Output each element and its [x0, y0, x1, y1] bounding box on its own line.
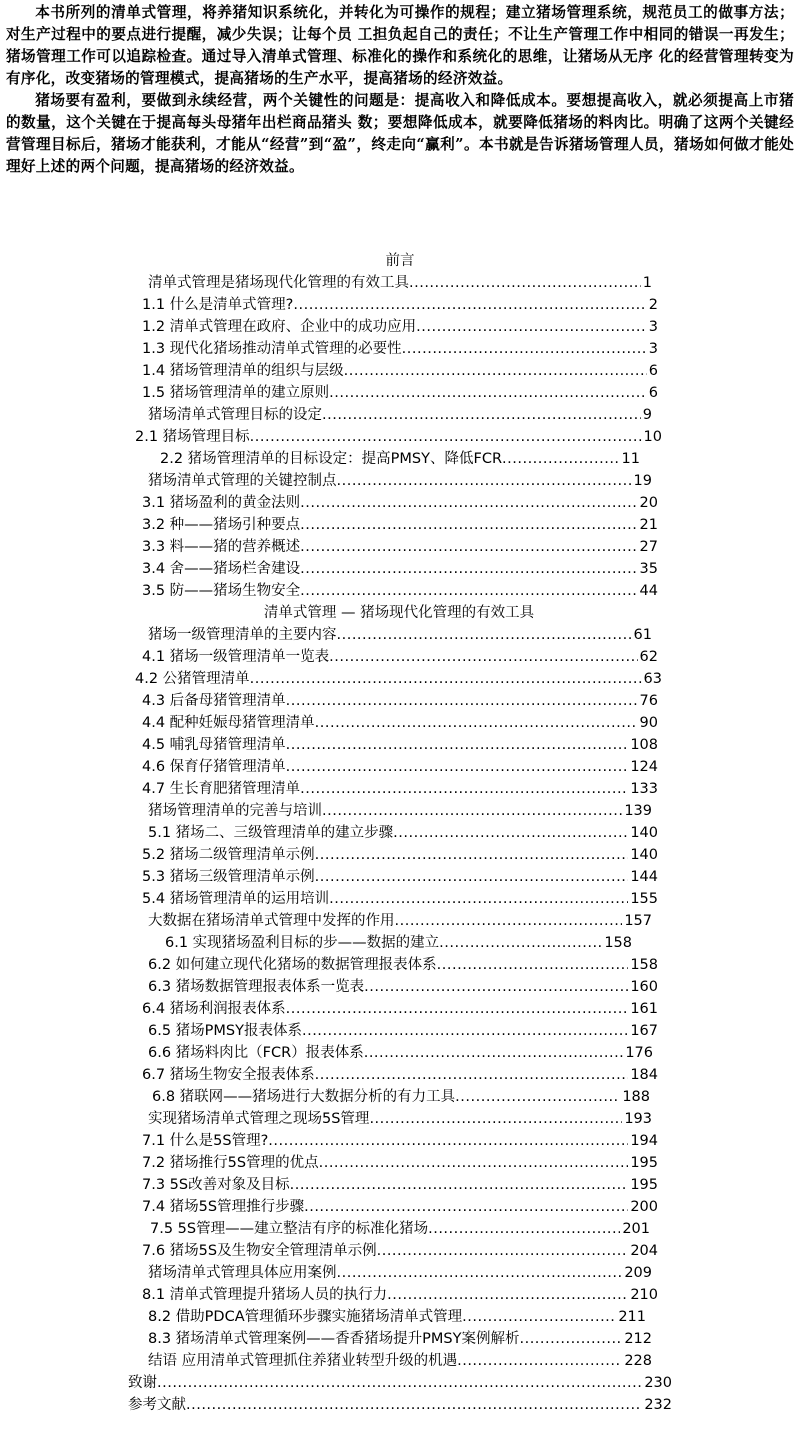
toc-leader-dots [377, 1240, 629, 1262]
toc-leader-dots [337, 470, 632, 492]
toc-leader-dots [416, 316, 647, 338]
toc-entry-title: 7.3 5S改善对象及目标 [142, 1177, 290, 1193]
toc-entry [128, 1394, 672, 1416]
toc-entry-page: 210 [630, 1287, 658, 1303]
toc-entry-page: 194 [630, 1133, 658, 1149]
toc-leader-dots [293, 294, 646, 316]
toc-entry-page: 200 [630, 1199, 658, 1215]
toc-entry [148, 404, 652, 426]
toc-entry-title: 5.3 猪场三级管理清单示例 [142, 869, 315, 885]
toc-entry-title: 致谢 [128, 1375, 157, 1391]
toc-leader-dots [437, 954, 629, 976]
toc-leader-dots [268, 1130, 628, 1152]
toc-entry [148, 1262, 652, 1284]
toc-entry-page: 155 [630, 891, 658, 907]
toc-entry-page: 62 [639, 649, 658, 665]
toc-entry-page: 35 [639, 561, 658, 577]
toc-entry-title: 4.5 哺乳母猪管理清单 [142, 737, 286, 753]
toc-leader-dots [322, 404, 641, 426]
toc-entry-title: 3.5 防——猪场生物安全 [142, 583, 301, 599]
toc-leader-dots [519, 1328, 622, 1350]
toc-leader-dots [300, 514, 637, 536]
toc-leader-dots [302, 1020, 628, 1042]
toc-entry-page: 11 [621, 451, 640, 467]
toc-entry-page: 6 [648, 385, 658, 401]
toc-leader-dots [315, 1064, 629, 1086]
toc-leader-dots [329, 382, 647, 404]
toc-leader-dots [157, 1372, 642, 1394]
toc-leader-dots [300, 580, 637, 602]
toc-leader-dots [300, 536, 637, 558]
toc-entry [148, 1306, 646, 1328]
toc-leader-dots [337, 1262, 623, 1284]
toc-entry [148, 1328, 652, 1350]
toc-entry-title: 6.4 猪场利润报表体系 [142, 1001, 286, 1017]
toc-entry [142, 338, 658, 360]
toc-entry-title: 6.2 如何建立现代化猪场的数据管理报表体系 [148, 957, 437, 973]
toc-leader-dots [300, 558, 637, 580]
toc-leader-dots [304, 1196, 628, 1218]
toc-entry-title: 猪场一级管理清单的主要内容 [148, 627, 337, 643]
toc-entry [142, 514, 658, 536]
toc-entry [142, 382, 658, 404]
toc-entry [142, 1130, 658, 1152]
toc-entry [142, 888, 658, 910]
intro-text [6, 2, 794, 178]
toc-leader-dots [315, 844, 629, 866]
toc-entry-page: 139 [624, 803, 652, 819]
toc-entry-page: 211 [618, 1309, 646, 1325]
toc-entry-title: 8.3 猪场清单式管理案例——香香猪场提升PMSY案例解析 [148, 1331, 520, 1347]
toc-entry-title: 2.1 猪场管理目标 [135, 429, 250, 445]
toc-entry-title: 6.8 猪联网——猪场进行大数据分析的有力工具 [152, 1089, 456, 1105]
toc-entry [148, 1020, 658, 1042]
toc-entry-title: 猪场管理清单的完善与培训 [148, 803, 322, 819]
toc-entry-page: 188 [622, 1089, 650, 1105]
toc-leader-dots [428, 1218, 620, 1240]
toc-entry-page: 184 [630, 1067, 658, 1083]
toc-entry-page: 2 [648, 297, 658, 313]
toc-entry-title: 7.1 什么是5S管理? [142, 1133, 269, 1149]
toc-leader-dots [395, 910, 623, 932]
toc-entry [148, 1042, 653, 1064]
toc-entry-page: 160 [630, 979, 658, 995]
toc-entry-page: 44 [639, 583, 658, 599]
toc-entry-page: 176 [625, 1045, 653, 1061]
toc-entry [0, 602, 800, 624]
toc-entry [142, 1064, 658, 1086]
toc-entry [142, 844, 658, 866]
toc-entry-page: 61 [633, 627, 652, 643]
toc-entry-title: 7.6 猪场5S及生物安全管理清单示例 [142, 1243, 377, 1259]
toc-leader-dots [329, 646, 637, 668]
toc-entry-title: 1.1 什么是清单式管理? [142, 297, 294, 313]
toc-leader-dots [462, 1306, 616, 1328]
toc-entry-title: 6.5 猪场PMSY报表体系 [148, 1023, 302, 1039]
toc-entry-title: 猪场清单式管理具体应用案例 [148, 1265, 337, 1281]
toc-entry [165, 932, 632, 954]
toc-entry-title: 2.2 猪场管理清单的目标设定：提高PMSY、降低FCR [160, 451, 503, 467]
intro-paragraph-1: 本书所列的清单式管理，将养猪知识系统化，并转化为可操作的规程；建立猪场管理系统，规范员工的做事方法；对生产过程中的要点进行提醒，减少失误；让每个员 工担负起自己的责任；不让生产管理工作中相同的错误一再发生；猪场管理工作可以追踪检查。通过导入清单式管理、标准化的操作和系统化的思维，让猪场从无序 化的经营管理转变为有序化，改变猪场的管理模式，提高猪场的生产水平，提高猪场的经济效益。 [6, 4, 794, 87]
toc-entry-title: 4.3 后备母猪管理清单 [142, 693, 286, 709]
toc-entry [148, 1108, 652, 1130]
toc-entry [142, 756, 658, 778]
toc-leader-dots [439, 932, 602, 954]
toc-leader-dots [502, 448, 620, 470]
toc-leader-dots [290, 1174, 629, 1196]
toc-leader-dots [250, 668, 642, 690]
toc-entry-title: 4.7 生长育肥猪管理清单 [142, 781, 301, 797]
toc-entry [148, 910, 652, 932]
toc-leader-dots [409, 272, 641, 294]
toc-entry-page: 158 [604, 935, 632, 951]
toc-entry-title: 5.1 猪场二、三级管理清单的建立步骤 [148, 825, 394, 841]
toc-entry-title: 清单式管理 — 猪场现代化管理的有效工具 [263, 605, 535, 621]
toc-entry-page: 90 [639, 715, 658, 731]
toc-entry [160, 448, 640, 470]
toc-entry [148, 272, 652, 294]
toc-entry-page: 63 [643, 671, 662, 687]
toc-entry-title: 6.6 猪场料肉比（FCR）报表体系 [148, 1045, 364, 1061]
toc-entry-title: 结语 应用清单式管理抓住养猪业转型升级的机遇 [148, 1353, 458, 1369]
toc-leader-dots [300, 492, 637, 514]
toc-entry [142, 690, 658, 712]
toc-entry-title: 实现猪场清单式管理之现场5S管理 [148, 1111, 370, 1127]
toc-entry-page: 209 [624, 1265, 652, 1281]
toc-leader-dots [286, 734, 629, 756]
toc-entry-title: 4.1 猪场一级管理清单一览表 [142, 649, 330, 665]
toc-leader-dots [364, 1042, 624, 1064]
toc-entry [142, 1174, 658, 1196]
toc-leader-dots [329, 888, 628, 910]
toc-leader-dots [319, 1152, 629, 1174]
toc-entry-page: 21 [639, 517, 658, 533]
toc-entry-page: 3 [648, 319, 658, 335]
toc-entry-page: 158 [630, 957, 658, 973]
toc-entry-title: 3.3 料——猪的营养概述 [142, 539, 301, 555]
toc-entry [148, 822, 658, 844]
toc-entry-page: 212 [624, 1331, 652, 1347]
toc-entry-title: 清单式管理是猪场现代化管理的有效工具 [148, 275, 409, 291]
toc-entry [148, 976, 658, 998]
toc-entry-page: 228 [624, 1353, 652, 1369]
toc-entry-title: 8.1 清单式管理提升猪场人员的执行力 [142, 1287, 388, 1303]
toc-leader-dots [286, 998, 629, 1020]
toc-leader-dots [455, 1086, 620, 1108]
toc-entry-page: 124 [630, 759, 658, 775]
toc-leader-dots [315, 712, 638, 734]
toc-entry-title: 猪场清单式管理目标的设定 [148, 407, 322, 423]
toc-leader-dots [393, 822, 628, 844]
toc-entry-title: 大数据在猪场清单式管理中发挥的作用 [148, 913, 395, 929]
toc-entry [142, 492, 658, 514]
toc-entry-page: 230 [644, 1375, 672, 1391]
toc-entry-title: 1.5 猪场管理清单的建立原则 [142, 385, 330, 401]
toc-entry [142, 712, 658, 734]
toc-entry [148, 954, 658, 976]
toc-entry [148, 1350, 652, 1372]
toc-entry-title: 4.2 公猪管理清单 [135, 671, 250, 687]
toc-leader-dots [344, 360, 647, 382]
toc-entry [142, 998, 658, 1020]
toc-entry [142, 580, 658, 602]
toc-leader-dots [402, 338, 647, 360]
toc-entry-page: 9 [642, 407, 652, 423]
toc-entry [135, 426, 662, 448]
toc-entry-page: 19 [633, 473, 652, 489]
toc-entry-page: 201 [622, 1221, 650, 1237]
toc-entry-page: 76 [639, 693, 658, 709]
toc-leader-dots [457, 1350, 622, 1372]
toc-entry-page: 140 [630, 847, 658, 863]
toc-entry-title: 3.2 种——猪场引种要点 [142, 517, 301, 533]
toc-entry-page [534, 602, 536, 624]
toc-entry-page: 144 [630, 869, 658, 885]
toc-entry-title: 6.3 猪场数据管理报表体系一览表 [148, 979, 365, 995]
toc-entry-title: 参考文献 [128, 1397, 186, 1413]
toc-leader-dots [369, 1108, 622, 1130]
toc-entry-page: 161 [630, 1001, 658, 1017]
toc-entry-title: 猪场清单式管理的关键控制点 [148, 473, 337, 489]
toc-entry [142, 734, 658, 756]
toc-entry [150, 1218, 650, 1240]
toc-entry-page: 167 [630, 1023, 658, 1039]
toc-entry [142, 536, 658, 558]
toc-entry-page: 108 [630, 737, 658, 753]
toc-leader-dots [364, 976, 628, 998]
toc-entry-title: 7.4 猪场5S管理推行步骤 [142, 1199, 305, 1215]
toc-entry-page: 195 [630, 1155, 658, 1171]
toc-entry-title: 6.1 实现猪场盈利目标的步——数据的建立 [165, 935, 440, 951]
toc-entry-title: 1.2 清单式管理在政府、企业中的成功应用 [142, 319, 417, 335]
toc-entry-title: 4.6 保育仔猪管理清单 [142, 759, 286, 775]
toc-entry [142, 360, 658, 382]
toc-entry-page: 1 [642, 275, 652, 291]
toc-entry-page: 232 [644, 1397, 672, 1413]
toc-entry-title: 5.4 猪场管理清单的运用培训 [142, 891, 330, 907]
toc-entry-title: 6.7 猪场生物安全报表体系 [142, 1067, 315, 1083]
toc-entry-title: 1.4 猪场管理清单的组织与层级 [142, 363, 344, 379]
toc-entry [142, 1152, 658, 1174]
toc-entry-page: 157 [624, 913, 652, 929]
toc-entry-title: 4.4 配种妊娠母猪管理清单 [142, 715, 315, 731]
toc-entry [142, 646, 658, 668]
toc-entry-title: 8.2 借助PDCA管理循环步骤实施猪场清单式管理 [148, 1309, 463, 1325]
toc-entry-title: 5.2 猪场二级管理清单示例 [142, 847, 315, 863]
toc-leader-dots [186, 1394, 642, 1416]
toc-entry-page: 20 [639, 495, 658, 511]
toc-entry [148, 470, 652, 492]
toc-entry-page: 3 [648, 341, 658, 357]
toc-entry [142, 778, 658, 800]
toc-entry-title: 3.4 舍——猪场栏舍建设 [142, 561, 301, 577]
toc-leader-dots [250, 426, 642, 448]
toc-entry [128, 1372, 672, 1394]
toc-entry [142, 1196, 658, 1218]
toc-leader-dots [286, 690, 638, 712]
toc-leader-dots [387, 1284, 628, 1306]
toc-entry-page: 193 [624, 1111, 652, 1127]
toc-entry-page: 6 [648, 363, 658, 379]
intro-paragraph-2: 猪场要有盈利，要做到永续经营，两个关键性的问题是：提高收入和降低成本。要想提高收入，就必须提高上市猪的数量，这个关键在于提高每头母猪年出栏商品猪头 数；要想降低成本，就要降低猪场的料肉比。明确了这两个关键经营管理目标后，猪场才能获利，才能从“经营”到“盈”，终走向“赢利”。本书就是告诉猪场管理人员，猪场如何做才能处理好上述的两个问题，提高猪场的经济效益。 [6, 92, 794, 175]
toc-entry-page: 27 [639, 539, 658, 555]
toc-entry [142, 294, 658, 316]
toc-leader-dots [322, 800, 622, 822]
toc-leader-dots [300, 778, 628, 800]
toc-entry-page: 140 [630, 825, 658, 841]
toc-entry [142, 866, 658, 888]
toc-entry-page: 133 [630, 781, 658, 797]
toc-entry [142, 558, 658, 580]
toc-entry [142, 1284, 658, 1306]
toc-leader-dots [286, 756, 629, 778]
toc-entry [142, 316, 658, 338]
toc-entry [148, 624, 652, 646]
toc-leader-dots [337, 624, 632, 646]
toc-entry [142, 1240, 658, 1262]
toc-entry-title: 7.2 猪场推行5S管理的优点 [142, 1155, 319, 1171]
toc-entry-title: 1.3 现代化猪场推动清单式管理的必要性 [142, 341, 402, 357]
toc-leader-dots [315, 866, 629, 888]
toc-title: 前言 [385, 253, 415, 269]
toc-entry-page: 204 [630, 1243, 658, 1259]
toc-entry [152, 1086, 650, 1108]
toc-entry-title: 3.1 猪场盈利的黄金法则 [142, 495, 301, 511]
toc-entry [148, 800, 652, 822]
toc-entry-title: 7.5 5S管理——建立整洁有序的标准化猪场 [150, 1221, 429, 1237]
toc-entry-page: 195 [630, 1177, 658, 1193]
toc-entry-page: 10 [643, 429, 662, 445]
toc-entry [135, 668, 662, 690]
